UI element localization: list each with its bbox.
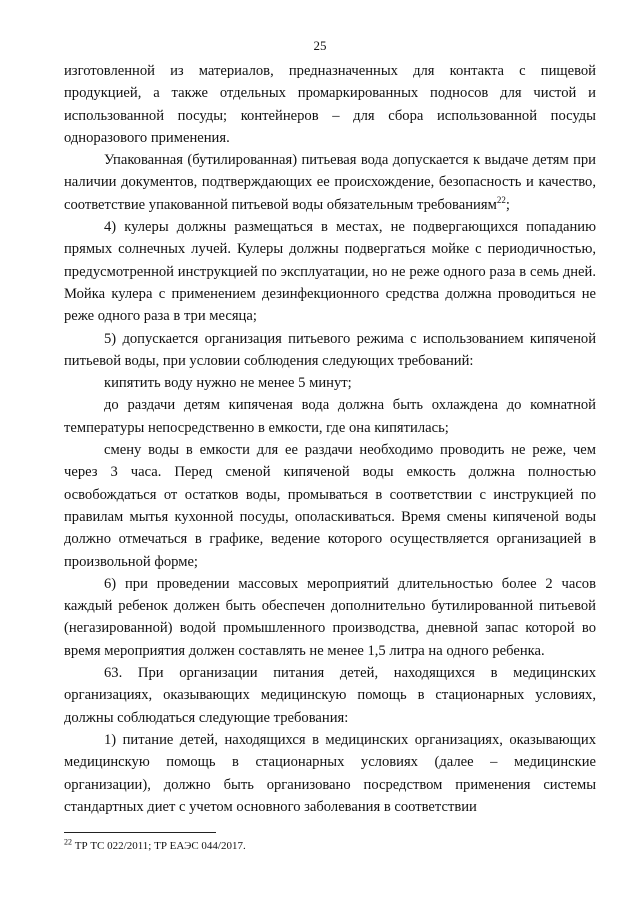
paragraph (64, 573, 596, 662)
footnote-text: ТР ТС 022/2011; ТР ЕАЭС 044/2017. (72, 840, 246, 852)
paragraph-text: изготовленной из материалов, предназначенных для контакта с пищевой продукцией, а также отдельных промаркированных подносов для чистой и использованной посуды; контейнеров – для сбора использованной посуды одноразового применения. (64, 63, 596, 146)
paragraph-text: кипятить воду нужно не менее 5 минут; (104, 375, 352, 392)
paragraph (64, 394, 596, 439)
paragraph (64, 729, 596, 818)
paragraph (64, 372, 596, 394)
paragraph-tail: ; (505, 196, 510, 213)
footnote-reference: 22 (496, 194, 506, 205)
page-number: 25 (313, 38, 327, 53)
paragraph (64, 328, 596, 373)
paragraph (64, 149, 596, 216)
document-body (64, 60, 596, 818)
paragraph (64, 662, 596, 729)
footnote-divider (64, 832, 216, 833)
paragraph-text: 5) допускается организация питьевого режима с использованием кипяченой питьевой воды, при условии соблюдения следующих требований: (64, 330, 596, 369)
paragraph-text: Упакованная (бутилированная) питьевая вода допускается к выдаче детям при наличии документов, подтверждающих ее происхождение, безопасность и качество, соответствие упакованной питьевой воды обязательным требованиям (64, 152, 596, 213)
paragraph-text: 6) при проведении массовых мероприятий длительностью более 2 часов каждый ребенок должен быть обеспечен дополнительно бутилированной питьевой (негазированной) водой промышленного производства, дневной запас которой во время мероприятия должен составлять не менее 1,5 литра на одного ребенка. (64, 575, 596, 659)
paragraph (64, 216, 596, 327)
paragraph-text: 1) питание детей, находящихся в медицинских организациях, оказывающих медицинскую помощь в стационарных условиях (далее – медицинские организации), должно быть организовано посредством применения системы стандартных диет с учетом основного заболевания в соответствии (64, 731, 596, 815)
paragraph (64, 60, 596, 149)
footnote (64, 839, 596, 853)
paragraph-text: 63. При организации питания детей, находящихся в медицинских организациях, оказывающих медицинскую помощь в стационарных условиях, должны соблюдаться следующие требования: (64, 665, 596, 726)
paragraph (64, 439, 596, 573)
paragraph-text: смену воды в емкости для ее раздачи необходимо проводить не реже, чем через 3 часа. Перед сменой кипяченой воды емкость должна полностью освобождаться от остатков воды, промываться в соответствии с инструкцией по правилам мытья кухонной посуды, ополаскиваться. Время смены кипяченой воды должно отмечаться в графике, ведение которого осуществляется организацией в произвольной форме; (64, 442, 596, 570)
footnote-marker: 22 (64, 837, 72, 847)
paragraph-text: 4) кулеры должны размещаться в местах, не подвергающихся попаданию прямых солнечных лучей. Кулеры должны подвергаться мойке с периодичностью, предусмотренной инструкцией по эксплуатации, но не реже одного раза в семь дней. Мойка кулера с применением дезинфекционного средства должна проводиться не реже одного раза в три месяца; (64, 219, 596, 325)
paragraph-text: до раздачи детям кипяченая вода должна быть охлаждена до комнатной температуры непосредственно в емкости, где она кипятилась; (64, 397, 596, 436)
